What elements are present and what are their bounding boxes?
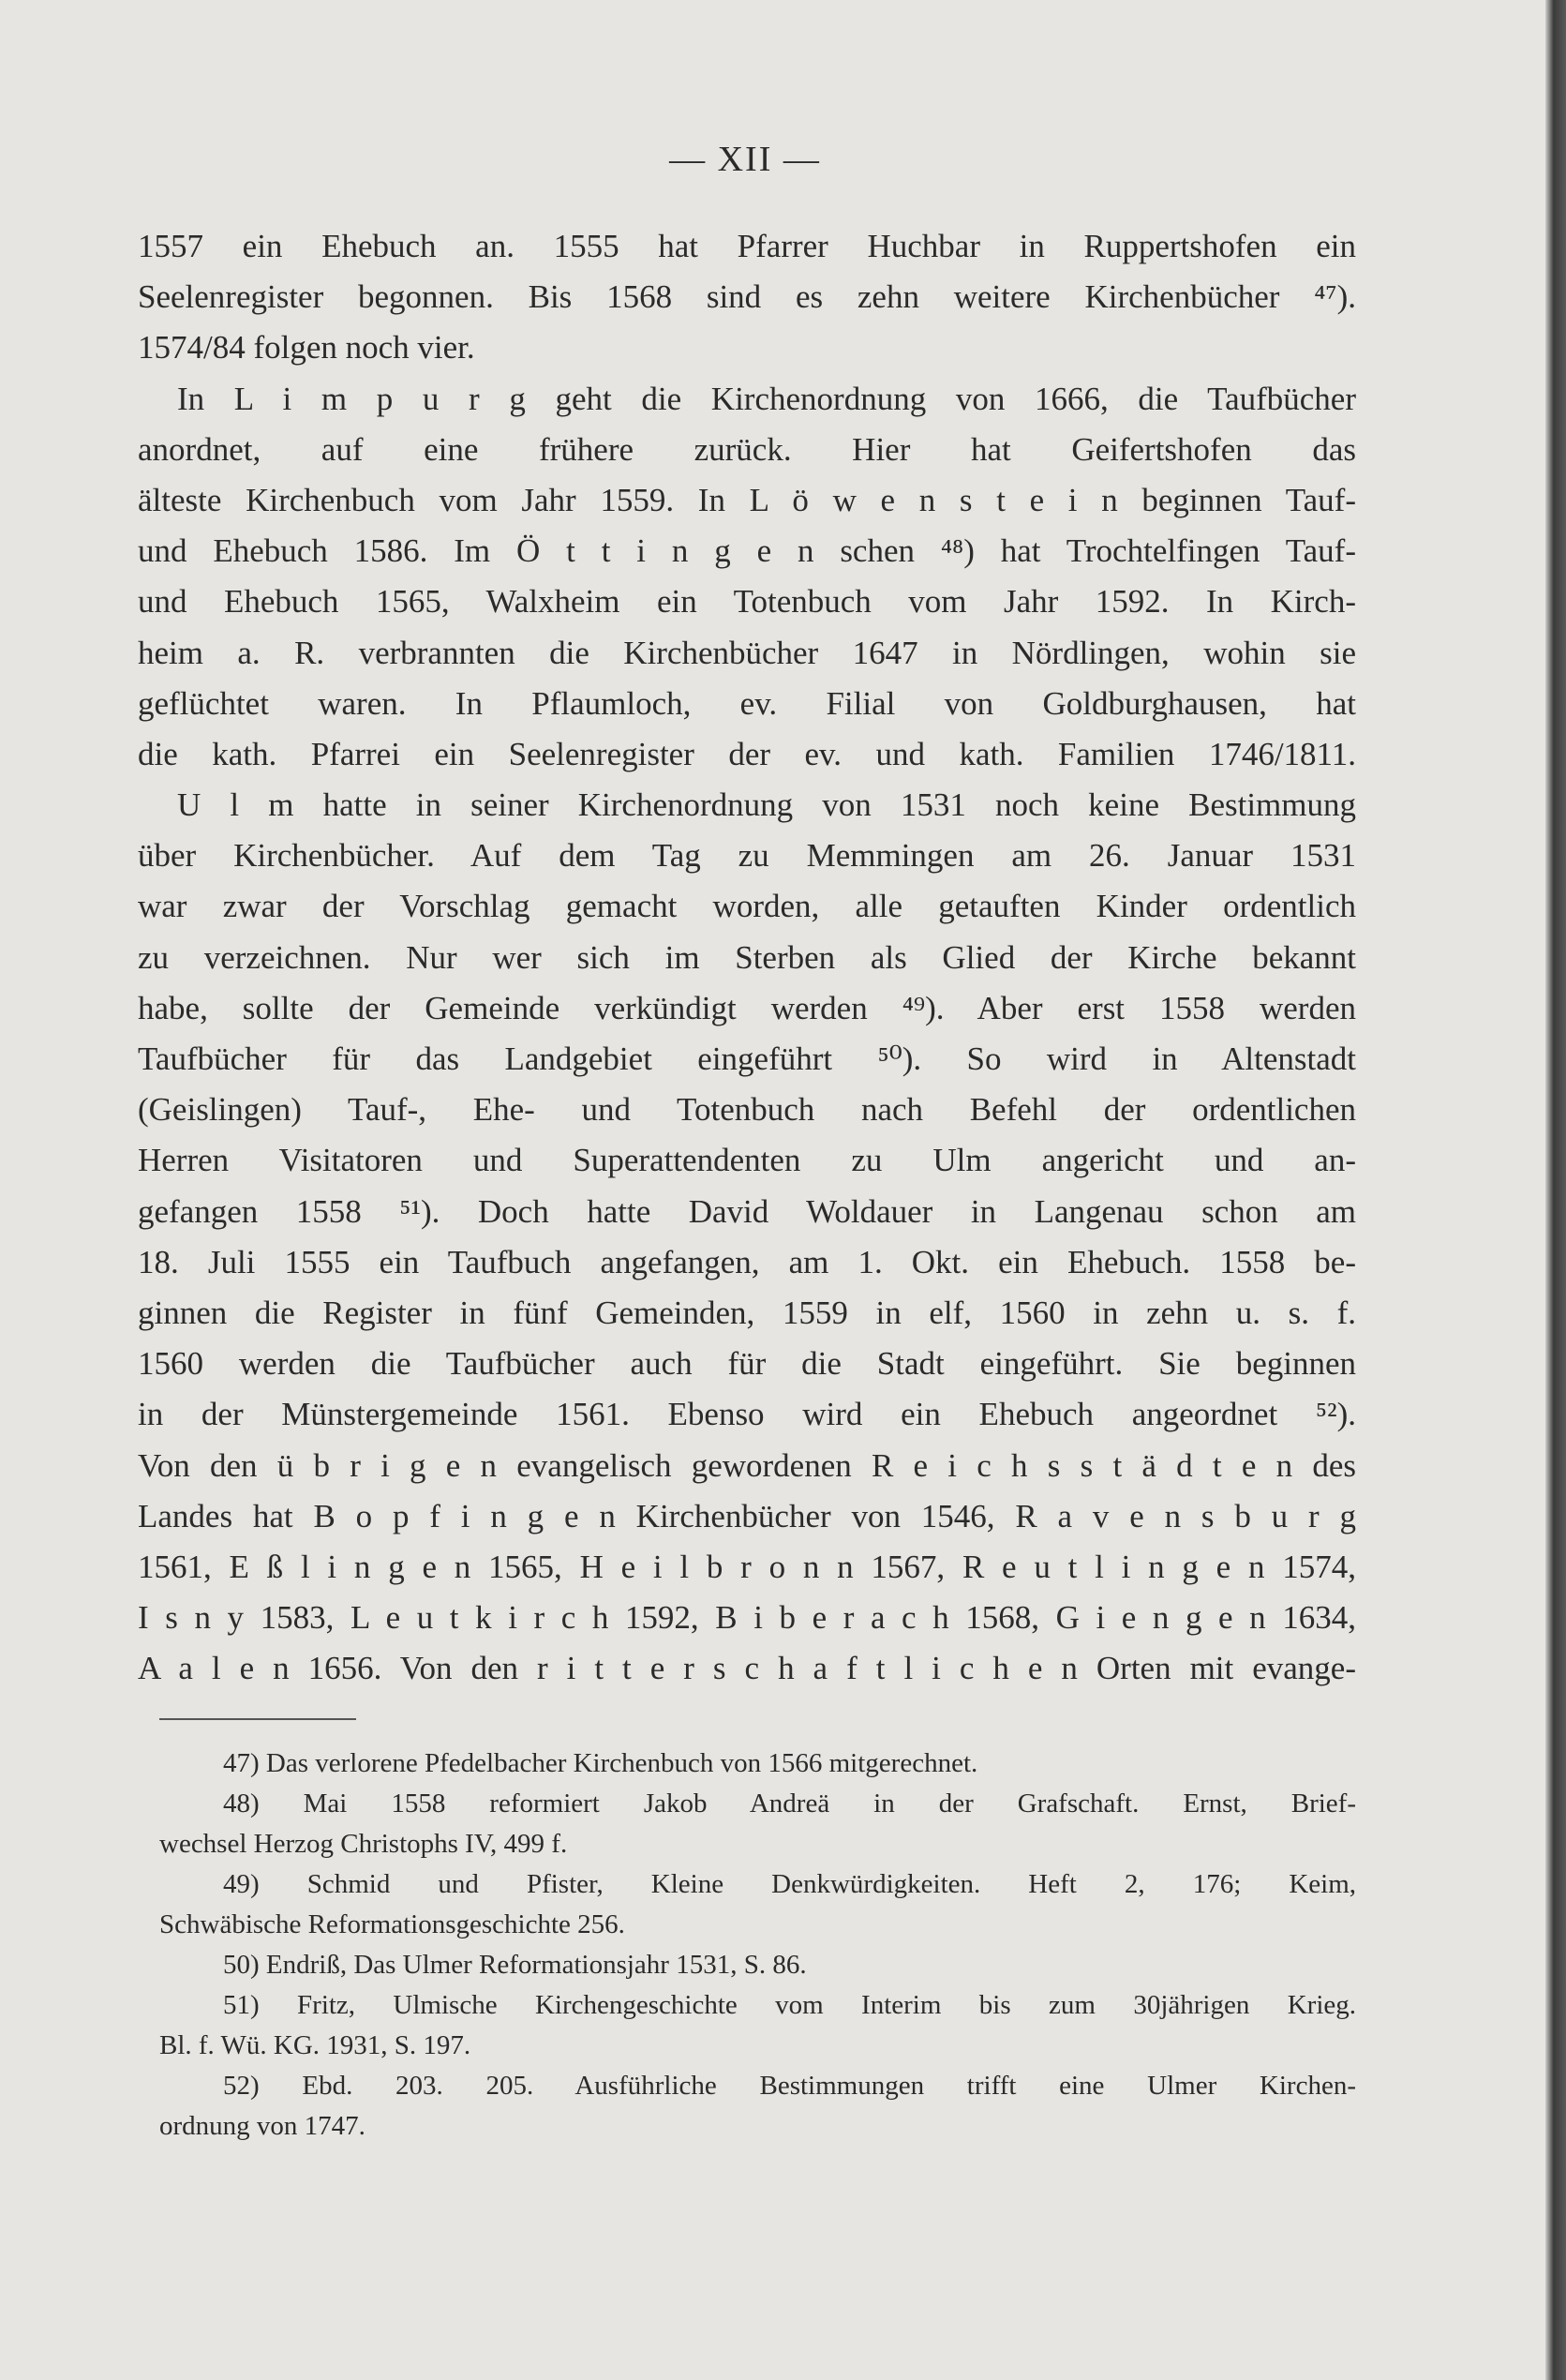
text-line: 1574/84 folgen noch vier.: [138, 329, 475, 367]
text-line: Herren Visitatoren und Superattendenten zu Ulm angericht und an-: [138, 1142, 1356, 1179]
text-line: U l m hatte in seiner Kirchenordnung von 1531 noch keine Bestimmung: [177, 786, 1356, 824]
footnote-line: wechsel Herzog Christophs IV, 499 f.: [159, 1829, 568, 1859]
text-line: in der Münstergemeinde 1561. Ebenso wird ein Ehebuch angeordnet ⁵²).: [138, 1396, 1356, 1433]
footnote-line: 52) Ebd. 203. 205. Ausführliche Bestimmungen trifft eine Ulmer Kirchen-: [223, 2071, 1356, 2101]
text-line: ginnen die Register in fünf Gemeinden, 1559 in elf, 1560 in zehn u. s. f.: [138, 1294, 1356, 1331]
footnote-line: 51) Fritz, Ulmische Kirchengeschichte vom Interim bis zum 30jährigen Krieg.: [223, 1990, 1356, 2020]
text-line: 1557 ein Ehebuch an. 1555 hat Pfarrer Huchbar in Ruppertshofen ein: [138, 228, 1356, 264]
text-line: habe, sollte der Gemeinde verkündigt werden ⁴⁹). Aber erst 1558 werden: [138, 989, 1356, 1026]
text-line: 1560 werden die Taufbücher auch für die Stadt eingeführt. Sie beginnen: [138, 1345, 1356, 1383]
text-line: Taufbücher für das Landgebiet eingeführt ⁵⁰). So wird in Altenstadt: [138, 1040, 1356, 1077]
text-line: war zwar der Vorschlag gemacht worden, alle getauften Kinder ordentlich: [138, 888, 1356, 925]
text-line: anordnet, auf eine frühere zurück. Hier hat Geifertshofen das: [138, 430, 1356, 468]
footnote-line: 47) Das verlorene Pfedelbacher Kirchenbuch von 1566 mitgerechnet.: [223, 1748, 978, 1778]
text-line: heim a. R. verbrannten die Kirchenbücher 1647 in Nördlingen, wohin sie: [138, 634, 1356, 671]
text-line: die kath. Pfarrei ein Seelenregister der ev. und kath. Familien 1746/1811.: [138, 735, 1356, 772]
footnotes: [159, 1744, 1356, 2147]
footnote-line: ordnung von 1747.: [159, 2111, 365, 2141]
text-line: geflüchtet waren. In Pflaumloch, ev. Filial von Goldburghausen, hat: [138, 684, 1356, 722]
text-line: 18. Juli 1555 ein Taufbuch angefangen, am 1. Okt. ein Ehebuch. 1558 be-: [138, 1243, 1356, 1280]
footnote-line: 49) Schmid und Pfister, Kleine Denkwürdigkeiten. Heft 2, 176; Keim,: [223, 1869, 1356, 1899]
text-line: und Ehebuch 1586. Im Ö t t i n g e n schen ⁴⁸) hat Trochtelfingen Tauf-: [138, 532, 1356, 570]
text-line: und Ehebuch 1565, Walxheim ein Totenbuch vom Jahr 1592. In Kirch-: [138, 583, 1356, 621]
footnote-separator: [159, 1718, 356, 1720]
text-line: 1561, E ß l i n g e n 1565, H e i l b r o n n 1567, R e u t l i n g e n 1574,: [138, 1548, 1356, 1585]
footnote-line: Schwäbische Reformationsgeschichte 256.: [159, 1909, 625, 1939]
text-line: I s n y 1583, L e u t k i r c h 1592, B i b e r a c h 1568, G i e n g e n 1634,: [138, 1599, 1356, 1637]
text-line: gefangen 1558 ⁵¹). Doch hatte David Woldauer in Langenau schon am: [138, 1192, 1356, 1230]
footnote-line: 48) Mai 1558 reformiert Jakob Andreä in der Grafschaft. Ernst, Brief-: [223, 1789, 1356, 1819]
page-number: — XII —: [669, 140, 821, 179]
footnote-line: 50) Endriß, Das Ulmer Reformationsjahr 1531, S. 86.: [223, 1950, 807, 1980]
footnote-line: Bl. f. Wü. KG. 1931, S. 197.: [159, 2030, 471, 2060]
text-line: älteste Kirchenbuch vom Jahr 1559. In L ö w e n s t e i n beginnen Tauf-: [138, 481, 1356, 518]
page-edge-shadow: [1545, 0, 1566, 2380]
text-line: Von den ü b r i g e n evangelisch gewordenen R e i c h s s t ä d t e n des: [138, 1446, 1356, 1484]
text-line: über Kirchenbücher. Auf dem Tag zu Memmingen am 26. Januar 1531: [138, 837, 1356, 875]
text-line: Seelenregister begonnen. Bis 1568 sind es zehn weitere Kirchenbücher ⁴⁷).: [138, 278, 1356, 316]
text-line: zu verzeichnen. Nur wer sich im Sterben als Glied der Kirche bekannt: [138, 938, 1356, 976]
text-line: (Geislingen) Tauf-, Ehe- und Totenbuch nach Befehl der ordentlichen: [138, 1091, 1356, 1129]
text-line: In L i m p u r g geht die Kirchenordnung von 1666, die Taufbücher: [177, 380, 1356, 417]
text-line: Landes hat B o p f i n g e n Kirchenbücher von 1546, R a v e n s b u r g: [138, 1497, 1356, 1534]
main-text: [138, 221, 1356, 1694]
text-line: A a l e n 1656. Von den r i t t e r s c h a f t l i c h e n Orten mit evange-: [138, 1650, 1356, 1687]
